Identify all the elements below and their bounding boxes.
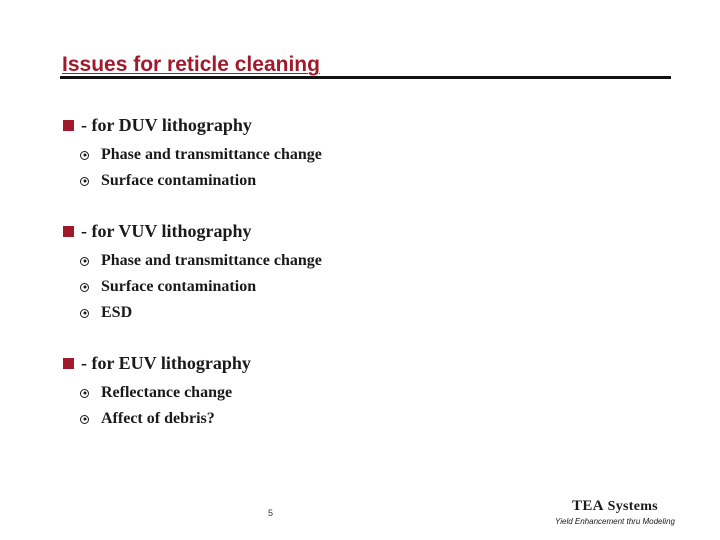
- bullet-item: [80, 406, 251, 432]
- section-heading: [63, 114, 322, 136]
- bullet-text: Affect of debris?: [101, 410, 215, 427]
- brand-block: [540, 498, 690, 526]
- page-number: 5: [268, 508, 274, 518]
- bullet-item: [80, 142, 322, 168]
- bullet-text: Phase and transmittance change: [101, 146, 322, 163]
- bullet-item: [80, 380, 251, 406]
- section-heading-text: - for VUV lithography: [81, 220, 252, 241]
- section-vuv: [63, 220, 322, 326]
- section-euv: [63, 352, 251, 432]
- circle-bullet-icon: [80, 415, 89, 424]
- section-duv: [63, 114, 322, 194]
- bullet-list: [63, 380, 251, 432]
- circle-bullet-icon: [80, 389, 89, 398]
- section-heading: [63, 352, 251, 374]
- section-heading-text: - for EUV lithography: [81, 352, 251, 373]
- section-heading: [63, 220, 322, 242]
- bullet-item: [80, 248, 322, 274]
- brand-tagline: Yield Enhancement thru Modeling: [555, 517, 675, 526]
- bullet-text: Surface contamination: [101, 172, 257, 189]
- bullet-item: [80, 300, 322, 326]
- circle-bullet-icon: [80, 257, 89, 266]
- title-rule: [60, 76, 671, 79]
- bullet-list: [63, 248, 322, 326]
- circle-bullet-icon: [80, 283, 89, 292]
- bullet-list: [63, 142, 322, 194]
- square-bullet-icon: [63, 120, 74, 131]
- brand-name-second: Systems: [607, 499, 658, 514]
- bullet-text: Surface contamination: [101, 278, 257, 295]
- brand-name: [540, 498, 690, 515]
- bullet-item: [80, 168, 322, 194]
- bullet-text: Phase and transmittance change: [101, 252, 322, 269]
- bullet-text: Reflectance change: [101, 384, 233, 401]
- section-heading-text: - for DUV lithography: [81, 114, 252, 135]
- square-bullet-icon: [63, 226, 74, 237]
- circle-bullet-icon: [80, 309, 89, 318]
- slide-title: Issues for reticle cleaning: [62, 53, 320, 76]
- circle-bullet-icon: [80, 151, 89, 160]
- circle-bullet-icon: [80, 177, 89, 186]
- bullet-text: ESD: [101, 304, 133, 321]
- brand-name-first: TEA: [572, 498, 604, 514]
- bullet-item: [80, 274, 322, 300]
- square-bullet-icon: [63, 358, 74, 369]
